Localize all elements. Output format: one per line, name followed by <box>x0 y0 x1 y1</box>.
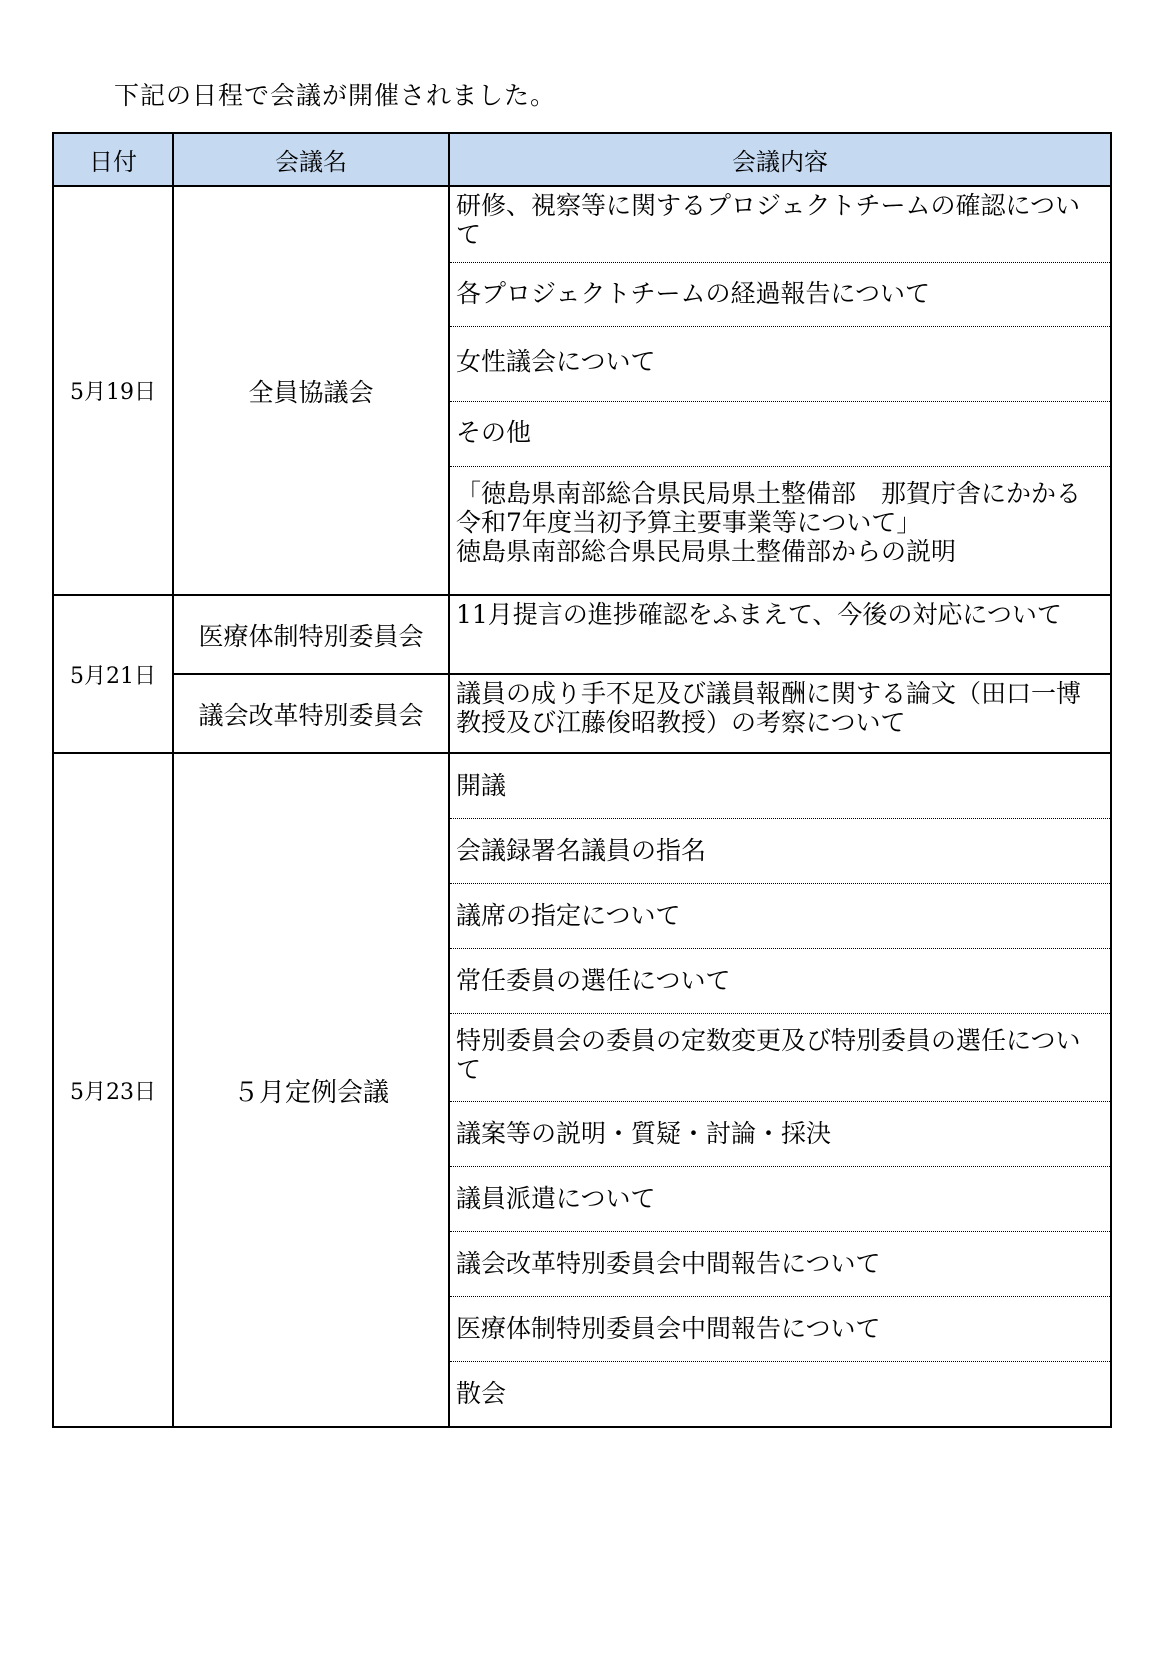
table-row <box>53 595 1111 674</box>
agenda-item: 11月提言の進捗確認をふまえて、今後の対応について <box>456 600 1062 629</box>
meeting-date: 5月23日 <box>53 753 173 1427</box>
meeting-name: 議会改革特別委員会 <box>173 674 449 753</box>
agenda-item: 常任委員の選任について <box>450 949 1110 1014</box>
agenda-item: 各プロジェクトチームの経過報告について <box>450 263 1110 327</box>
table-row <box>53 753 1111 1427</box>
agenda-item: 開議 <box>450 754 1110 819</box>
meeting-content <box>449 595 1111 674</box>
table-header-row <box>53 133 1111 186</box>
meeting-name: 医療体制特別委員会 <box>173 595 449 674</box>
intro-text: 下記の日程で会議が開催されました。 <box>114 81 557 110</box>
table-row <box>53 186 1111 595</box>
meeting-date: 5月21日 <box>53 595 173 753</box>
agenda-item: 医療体制特別委員会中間報告について <box>450 1297 1110 1362</box>
agenda-item: 議席の指定について <box>450 884 1110 949</box>
agenda-item: 議員派遣について <box>450 1167 1110 1232</box>
meeting-date: 5月19日 <box>53 186 173 595</box>
agenda-item: 議員の成り手不足及び議員報酬に関する論文（田口一博教授及び江藤俊昭教授）の考察について <box>456 679 1082 737</box>
header-meeting-name: 会議名 <box>173 133 449 186</box>
agenda-item: 特別委員会の委員の定数変更及び特別委員の選任について <box>450 1014 1110 1102</box>
meeting-content <box>449 753 1111 1427</box>
agenda-item: 散会 <box>456 1379 507 1408</box>
meeting-name: ５月定例会議 <box>173 753 449 1427</box>
agenda-item: 研修、視察等に関するプロジェクトチームの確認について <box>450 187 1110 263</box>
meeting-name: 全員協議会 <box>173 186 449 595</box>
header-date: 日付 <box>53 133 173 186</box>
table-row <box>53 674 1111 753</box>
meeting-content <box>449 186 1111 595</box>
meeting-content <box>449 674 1111 753</box>
agenda-item: 議案等の説明・質疑・討論・採決 <box>450 1102 1110 1167</box>
agenda-item: 「徳島県南部総合県民局県土整備部 那賀庁舎にかかる令和7年度当初予算主要事業等について」 徳島県南部総合県民局県土整備部からの説明 <box>456 479 1082 566</box>
header-meeting-content: 会議内容 <box>449 133 1111 186</box>
agenda-item: その他 <box>450 402 1110 467</box>
agenda-item: 会議録署名議員の指名 <box>450 819 1110 884</box>
meeting-schedule-table <box>52 132 1112 1428</box>
agenda-item: 女性議会について <box>450 327 1110 402</box>
agenda-item: 議会改革特別委員会中間報告について <box>450 1232 1110 1297</box>
